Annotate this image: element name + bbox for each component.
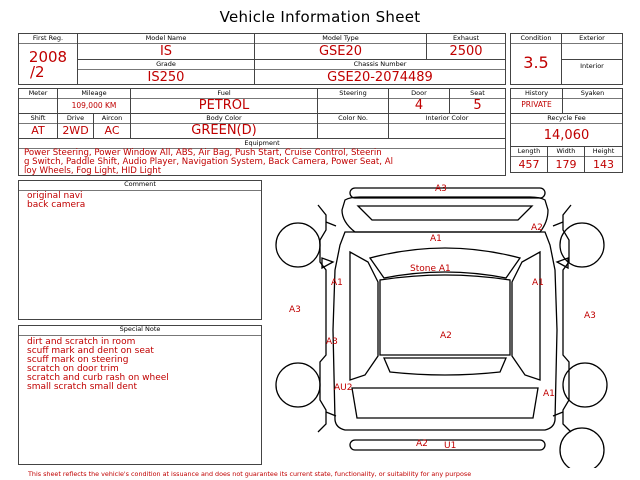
note-line-3: scuff mark on steering — [27, 355, 129, 365]
width-label: Width — [556, 147, 576, 155]
comment-line-2: back camera — [27, 200, 86, 210]
first-reg-label: First Reg. — [32, 34, 64, 42]
model-name-label: Model Name — [145, 34, 187, 42]
equipment-label: Equipment — [244, 139, 280, 147]
equipment-line-2: g Switch, Paddle Shift, Audio Player, Navigation System, Back Camera, Power Seat, Al — [24, 157, 393, 167]
drive-label: Drive — [66, 114, 85, 122]
special-note-label: Special Note — [119, 325, 161, 333]
seat-label: Seat — [470, 89, 485, 97]
damage-mark-front-corner: A2 — [531, 223, 543, 233]
syaken-cell — [562, 88, 623, 114]
exterior-cell — [561, 33, 623, 60]
history-cell — [510, 88, 563, 114]
condition-label: Condition — [520, 34, 552, 42]
height-cell — [584, 146, 623, 173]
length-value: 457 — [518, 158, 540, 171]
syaken-label: Syaken — [580, 89, 605, 97]
damage-mark-hood: A1 — [430, 234, 442, 244]
mileage-label: Mileage — [81, 89, 107, 97]
model-name-value: IS — [159, 44, 173, 59]
interior-label: Interior — [580, 62, 604, 70]
damage-mark-windshield: Stone A1 — [410, 264, 451, 274]
recycle-value: 14,060 — [543, 128, 590, 143]
note-line-5: scratch and curb rash on wheel — [27, 373, 169, 383]
damage-mark-left-side: A3 — [289, 305, 301, 315]
door-cell — [388, 88, 450, 114]
meter-label: Meter — [28, 89, 48, 97]
equipment-line-1: Power Steering, Power Window All, ABS, Air Bag, Push Start, Cruise Control, Steerin — [24, 148, 382, 158]
body-color-value: GREEN(D) — [191, 123, 257, 138]
note-line-4: scratch on door trim — [27, 364, 119, 374]
damage-mark-front-bumper: A3 — [435, 184, 447, 194]
damage-mark-rear-under: U1 — [444, 441, 457, 451]
shift-label: Shift — [30, 114, 46, 122]
interior-color-cell — [388, 113, 506, 139]
interior-color-label: Interior Color — [425, 114, 469, 122]
model-type-value: GSE20 — [318, 44, 363, 59]
length-cell — [510, 146, 548, 173]
special-note-box — [18, 325, 262, 465]
damage-mark-right-fender: A1 — [532, 278, 544, 288]
meter-cell — [18, 88, 58, 114]
model-name-cell — [77, 33, 255, 60]
damage-mark-right-rear: A1 — [543, 389, 555, 399]
mileage-cell — [57, 88, 131, 114]
seat-value: 5 — [473, 98, 482, 113]
car-damage-diagram — [265, 178, 625, 468]
exterior-label: Exterior — [579, 34, 605, 42]
model-type-cell — [254, 33, 427, 60]
width-value: 179 — [555, 158, 577, 171]
height-label: Height — [592, 147, 615, 155]
equipment-cell — [18, 138, 506, 176]
drive-value: 2WD — [62, 124, 89, 137]
damage-mark-right-side: A3 — [584, 311, 596, 321]
damage-mark-left-rear-wheel: AU2 — [334, 383, 353, 393]
steering-cell — [317, 88, 389, 114]
door-value: 4 — [414, 98, 424, 113]
width-cell — [547, 146, 585, 173]
exhaust-label: Exhaust — [452, 34, 480, 42]
steering-label: Steering — [339, 89, 367, 97]
comment-line-1: original navi — [27, 191, 83, 201]
fuel-cell — [130, 88, 318, 114]
note-line-2: scuff mark and dent on seat — [27, 346, 154, 356]
grade-label: Grade — [156, 60, 176, 68]
model-type-label: Model Type — [322, 34, 359, 42]
shift-value: AT — [31, 124, 45, 137]
height-value: 143 — [593, 158, 614, 171]
note-line-1: dirt and scratch in room — [27, 337, 136, 347]
exhaust-value: 2500 — [449, 44, 483, 59]
recycle-cell — [510, 113, 623, 147]
aircon-label: Aircon — [101, 114, 123, 122]
condition-cell — [510, 33, 562, 85]
color-no-label: Color No. — [338, 114, 368, 122]
shift-cell — [18, 113, 58, 139]
chassis-value: GSE20-2074489 — [327, 70, 433, 85]
damage-mark-rear-bumper: A2 — [416, 439, 428, 449]
seat-cell — [449, 88, 506, 114]
aircon-cell — [93, 113, 131, 139]
color-no-cell — [317, 113, 389, 139]
aircon-value: AC — [104, 124, 120, 137]
body-color-label: Body Color — [206, 114, 242, 122]
length-label: Length — [517, 147, 541, 155]
mileage-value: 109,000 KM — [71, 101, 117, 110]
page-title: Vehicle Information Sheet — [219, 8, 421, 26]
grade-value: IS250 — [147, 70, 185, 85]
condition-value: 3.5 — [523, 53, 549, 72]
fuel-label: Fuel — [217, 89, 231, 97]
first-reg-month: /2 — [30, 63, 45, 81]
fuel-value: PETROL — [198, 98, 250, 113]
footer-disclaimer: This sheet reflects the vehicle's condition at issuance and does not guarantee its current state, functionality, or suitability for any purpose — [28, 470, 472, 478]
history-value: PRIVATE — [521, 100, 552, 109]
damage-mark-left-door: A3 — [326, 337, 338, 347]
equipment-line-3: loy Wheels, Fog Light, HID Light — [24, 166, 162, 176]
drive-cell — [57, 113, 94, 139]
first-reg-cell — [18, 33, 78, 85]
comment-label: Comment — [124, 180, 156, 188]
chassis-label: Chassis Number — [353, 60, 407, 68]
damage-mark-left-fender: A1 — [331, 278, 343, 288]
exhaust-cell — [426, 33, 506, 60]
door-label: Door — [411, 89, 427, 97]
note-line-6: small scratch small dent — [27, 382, 138, 392]
body-color-cell — [130, 113, 318, 139]
recycle-label: Recycle Fee — [547, 114, 586, 122]
damage-mark-roof: A2 — [440, 331, 452, 341]
grade-cell — [77, 59, 255, 85]
interior-cell — [561, 59, 623, 85]
chassis-cell — [254, 59, 506, 85]
first-reg-year: 2008 — [28, 48, 68, 66]
history-label: History — [524, 89, 549, 97]
comment-box — [18, 180, 262, 320]
